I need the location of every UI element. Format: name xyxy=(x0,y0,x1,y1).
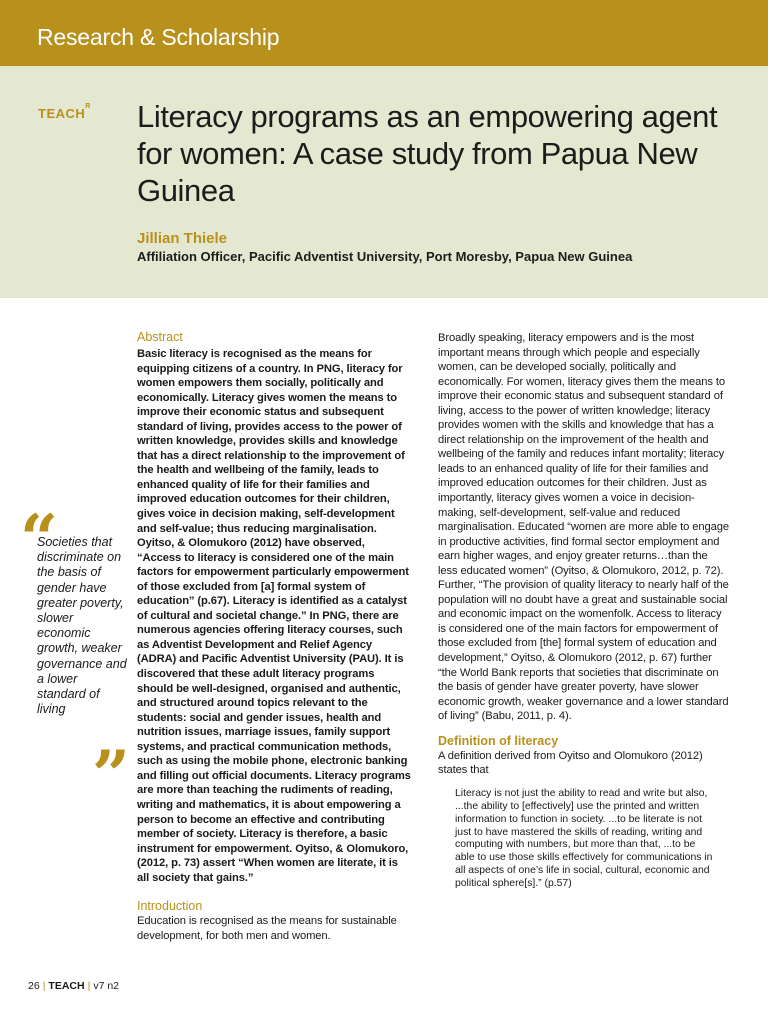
section-label: Research & Scholarship xyxy=(37,24,280,50)
page-number: 26 xyxy=(28,980,40,992)
footer-journal: TEACH xyxy=(48,980,85,992)
introduction-body: Education is recognised as the means for sustainable development, for both men and women. xyxy=(137,915,397,942)
abstract-body: Basic literacy is recognised as the means for equipping citizens of a country. In PNG, literacy for women empowers them socially, politically and economically. Literacy gives women the means to improve their economic status and subsequent standard of living, provides access to the power of written knowledge, provides skills and knowledge that has a direct relationship to the improvement of the health and wellbeing of the family, leads to enhanced quality of life for their families and improved education outcomes for their children, gives voice in decision making, self-development and self-value; thus reducing marginalisation. Oyitso, & Olomukoro (2012) have observed, “Access to literacy is considered one of the main factors for empowerment particularly empowerment of those excluded from [a] formal system of education” (p.67). Literacy is identified as a catalyst of cultural and societal change.” In PNG, there are numerous agencies offering literacy courses, such as Adventist Development and Relief Agency (ADRA) and Pacific Adventist University (PAU). It is discovered that these adult literacy programs should be well-designed, organised and authentic, and structured around topics relevant to the students: social and gender issues, health and nutrition issues, marriage issues, family support systems, and practical communication methods, such as using the mobile phone, electronic banking and filling out official documents. Literacy programs are more than teaching the rudiments of reading, writing and mathematics, it is about empowering a person to become an effective and contributing member of society. Literacy is therefore, a basic instrument for empowerment. Oyitso, & Olomukoro, (2012, p. 73) assert “When women are literate, it is all society that gains.” xyxy=(137,348,411,884)
article-title: Literacy programs as an empowering agent for women: A case study from Papua New Guinea xyxy=(137,99,718,208)
definition-intro: A definition derived from Oyitso and Olomukoro (2012) states that xyxy=(438,749,703,777)
body-paragraph: Broadly speaking, literacy empowers and is the most important means through which people and especially women, can be developed socially, politically and economically. For women, literacy gives them the means to improve their economic status and subsequent standard of living, access to the power of written knowledge; literacy provides women with the skills and knowledge that has a direct relationship on the improvement of the health and wellbeing of the family and reduces infant mortality; literacy leads to an enhanced quality of life for their families and improved education outcomes for their children. Just as importantly, literacy gives women a voice in decision-making, self-development, self-value and reduced marginalisation. Educated “women are more able to engage in productive activities, find formal sector employment and earn higher wages, and enjoy greater returns…than the less educated women” (Oyitso, & Olomukoro, 2012, p. 72). Further, “The provision of quality literacy to nearly half of the population will no doubt have a great and sustainable social and economic impact on the womenfolk. Access to literacy is considered one of the main factors for empowerment of those excluded from [the] formal system of education and development,” Oyitso, & Olomukoro (2012, p. 67) further “the World Bank reports that societies that discriminate on the basis of gender have greater poverty, have slower economic growth, weaker governance and a lower standard of living” (Babu, 2011, p. 4). xyxy=(438,332,730,723)
open-quote-mark: “ xyxy=(20,500,58,578)
left-column xyxy=(137,330,411,943)
footer-divider: | xyxy=(87,980,91,992)
journal-logo xyxy=(38,102,91,121)
right-column xyxy=(438,331,730,891)
close-quote-mark: ” xyxy=(92,736,130,814)
journal-logo-name: TEACH xyxy=(38,106,86,121)
abstract-heading: Abstract xyxy=(137,330,183,344)
author-name: Jillian Thiele xyxy=(137,230,228,247)
section-banner xyxy=(0,0,768,66)
block-quote: Literacy is not just the ability to read and write but also, ...the ability to [effectively] use the printed and written information to function in society. ...to be literate is not just to have mastered the skills of reading, writing and computing with numbers, but more than that, ...to be able to use those skills effectively for communications in all aspects of one’s life in social, cultural, economic and political sphere[s].” (p.57) xyxy=(455,787,713,890)
journal-logo-mark: R xyxy=(85,102,91,110)
author-affiliation: Affiliation Officer, Pacific Adventist University, Port Moresby, Papua New Guinea xyxy=(137,249,633,264)
introduction-heading: Introduction xyxy=(137,899,203,914)
footer-issue: v7 n2 xyxy=(93,980,120,992)
footer-divider: | xyxy=(42,980,46,992)
page-footer xyxy=(28,980,119,992)
definition-heading: Definition of literacy xyxy=(438,733,559,748)
pull-quote: Societies that discriminate on the basis of gender have greater poverty, slower economic growth, weaker governance and a lower standard of living xyxy=(37,535,127,717)
